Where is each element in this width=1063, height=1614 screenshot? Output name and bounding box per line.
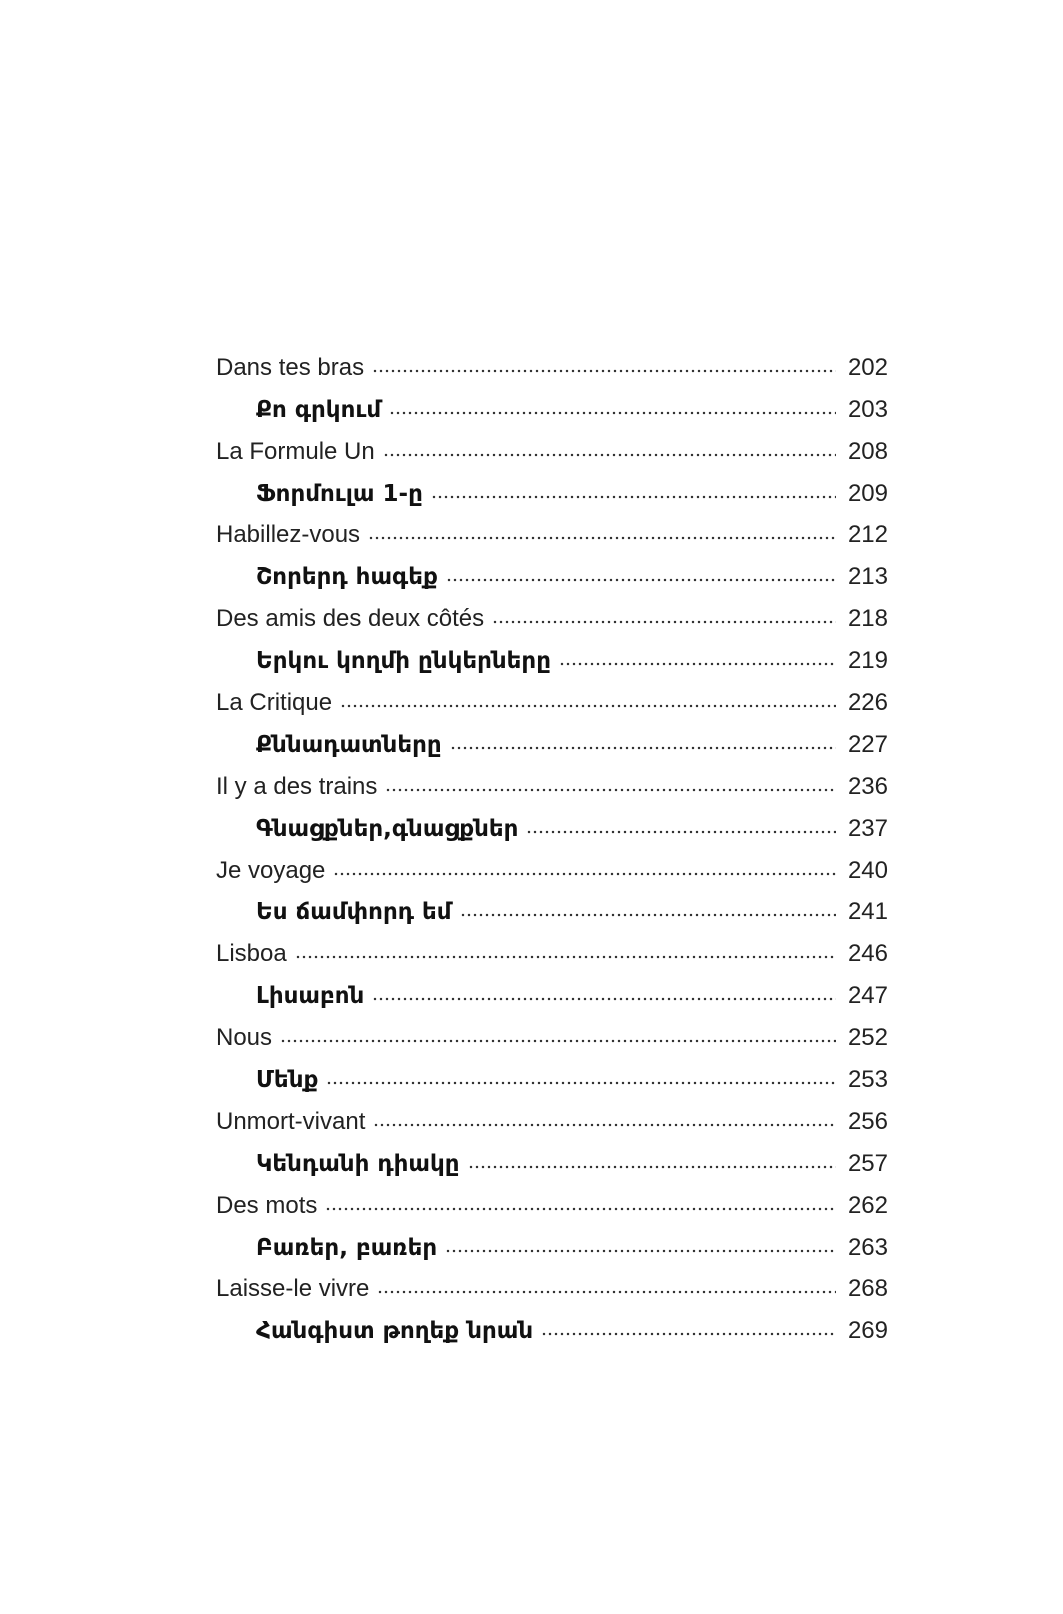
toc-entry-page-number: 252 [847, 1024, 888, 1052]
dot-leader [383, 452, 836, 458]
toc-entry [216, 966, 888, 1008]
dot-leader [468, 1164, 836, 1170]
toc-entry-title: Երկու կողմի ընկերները [256, 648, 551, 675]
toc-entry-page-number: 237 [847, 814, 888, 842]
dot-leader [373, 1122, 836, 1128]
toc-entry [216, 757, 888, 799]
toc-entry-page-number: 253 [847, 1066, 888, 1094]
dot-leader [368, 535, 836, 541]
toc-entry [216, 1050, 888, 1092]
toc-entry-page-number: 247 [847, 982, 888, 1010]
toc-entry-page-number: 212 [847, 521, 888, 549]
toc-entry [216, 924, 888, 966]
toc-entry [216, 589, 888, 631]
dot-leader [559, 661, 836, 667]
toc-entry-title: Շորերդ հագեք [256, 564, 438, 591]
toc-entry [216, 631, 888, 673]
toc-entry-title: Ֆորմուլա 1-ը [256, 480, 423, 507]
toc-entry-page-number: 241 [847, 898, 888, 926]
toc-entry-page-number: 257 [847, 1149, 888, 1177]
toc-entry-title: Dans tes bras [216, 353, 365, 381]
toc-entry-page-number: 227 [847, 730, 888, 758]
dot-leader [445, 1248, 836, 1254]
toc-entry-title: Il y a des trains [216, 772, 378, 800]
dot-leader [326, 1080, 836, 1086]
toc-entry [216, 673, 888, 715]
dot-leader [431, 494, 836, 500]
dot-leader [280, 1038, 836, 1044]
toc-entry [216, 380, 888, 422]
toc-entry-page-number: 246 [847, 940, 888, 968]
dot-leader [389, 410, 836, 416]
dot-leader [492, 619, 836, 625]
toc-entry [216, 547, 888, 589]
toc-entry [216, 422, 888, 464]
toc-entry-title: Laisse-le vivre [216, 1275, 370, 1303]
toc-entry-page-number: 268 [847, 1275, 888, 1303]
toc-entry-page-number: 269 [847, 1317, 888, 1345]
toc-entry-page-number: 219 [847, 647, 888, 675]
dot-leader [325, 1206, 836, 1212]
dot-leader [333, 871, 836, 877]
toc-entry [216, 506, 888, 548]
toc-entry-page-number: 213 [847, 563, 888, 591]
toc-entry [216, 1260, 888, 1302]
toc-entry-title: Լիսաբոն [256, 983, 365, 1010]
toc-entry-title: Գնացքներ,գնացքներ [256, 815, 519, 842]
toc-entry-title: Habillez-vous [216, 521, 361, 549]
toc-entry-page-number: 203 [847, 395, 888, 423]
toc-entry [216, 1134, 888, 1176]
dot-leader [377, 1289, 836, 1295]
toc-entry-title: Lisboa [216, 940, 287, 968]
dot-leader [295, 954, 836, 960]
dot-leader [385, 787, 836, 793]
table-of-contents [216, 338, 888, 1343]
toc-entry-title: La Critique [216, 689, 333, 717]
toc-entry-page-number: 208 [847, 437, 888, 465]
toc-entry-page-number: 262 [847, 1191, 888, 1219]
toc-entry [216, 883, 888, 925]
toc-entry [216, 464, 888, 506]
toc-entry-title: Քո գրկում [256, 396, 382, 423]
toc-entry-title: Մենք [256, 1067, 319, 1094]
toc-entry-title: Կենդանի դիակը [256, 1150, 460, 1177]
toc-entry-page-number: 218 [847, 605, 888, 633]
toc-entry [216, 1301, 888, 1343]
toc-entry-page-number: 240 [847, 856, 888, 884]
toc-entry-page-number: 202 [847, 353, 888, 381]
dot-leader [372, 368, 836, 374]
toc-entry-page-number: 256 [847, 1107, 888, 1135]
dot-leader [541, 1331, 836, 1337]
toc-entry-title: Des amis des deux côtés [216, 605, 485, 633]
toc-entry [216, 1008, 888, 1050]
toc-entry [216, 799, 888, 841]
toc-entry-page-number: 263 [847, 1233, 888, 1261]
toc-entry [216, 1092, 888, 1134]
toc-entry-page-number: 209 [847, 479, 888, 507]
toc-entry [216, 715, 888, 757]
toc-entry-title: Unmort-vivant [216, 1107, 366, 1135]
toc-entry-title: La Formule Un [216, 437, 375, 465]
dot-leader [446, 577, 836, 583]
dot-leader [460, 912, 836, 918]
dot-leader [450, 745, 836, 751]
toc-entry-title: Ես ճամփորդ եմ [256, 899, 452, 926]
toc-entry [216, 1176, 888, 1218]
dot-leader [372, 996, 836, 1002]
toc-entry [216, 338, 888, 380]
toc-entry [216, 1218, 888, 1260]
toc-entry-title: Քննադատները [256, 731, 442, 758]
toc-entry-title: Nous [216, 1024, 273, 1052]
toc-entry-title: Բառեր, բառեր [256, 1234, 438, 1261]
toc-entry-page-number: 226 [847, 689, 888, 717]
dot-leader [340, 703, 836, 709]
toc-entry-page-number: 236 [847, 772, 888, 800]
toc-entry-title: Հանգիստ թողեք նրան [256, 1318, 534, 1345]
toc-entry [216, 841, 888, 883]
dot-leader [526, 829, 836, 835]
toc-entry-title: Des mots [216, 1191, 318, 1219]
toc-entry-title: Je voyage [216, 856, 326, 884]
